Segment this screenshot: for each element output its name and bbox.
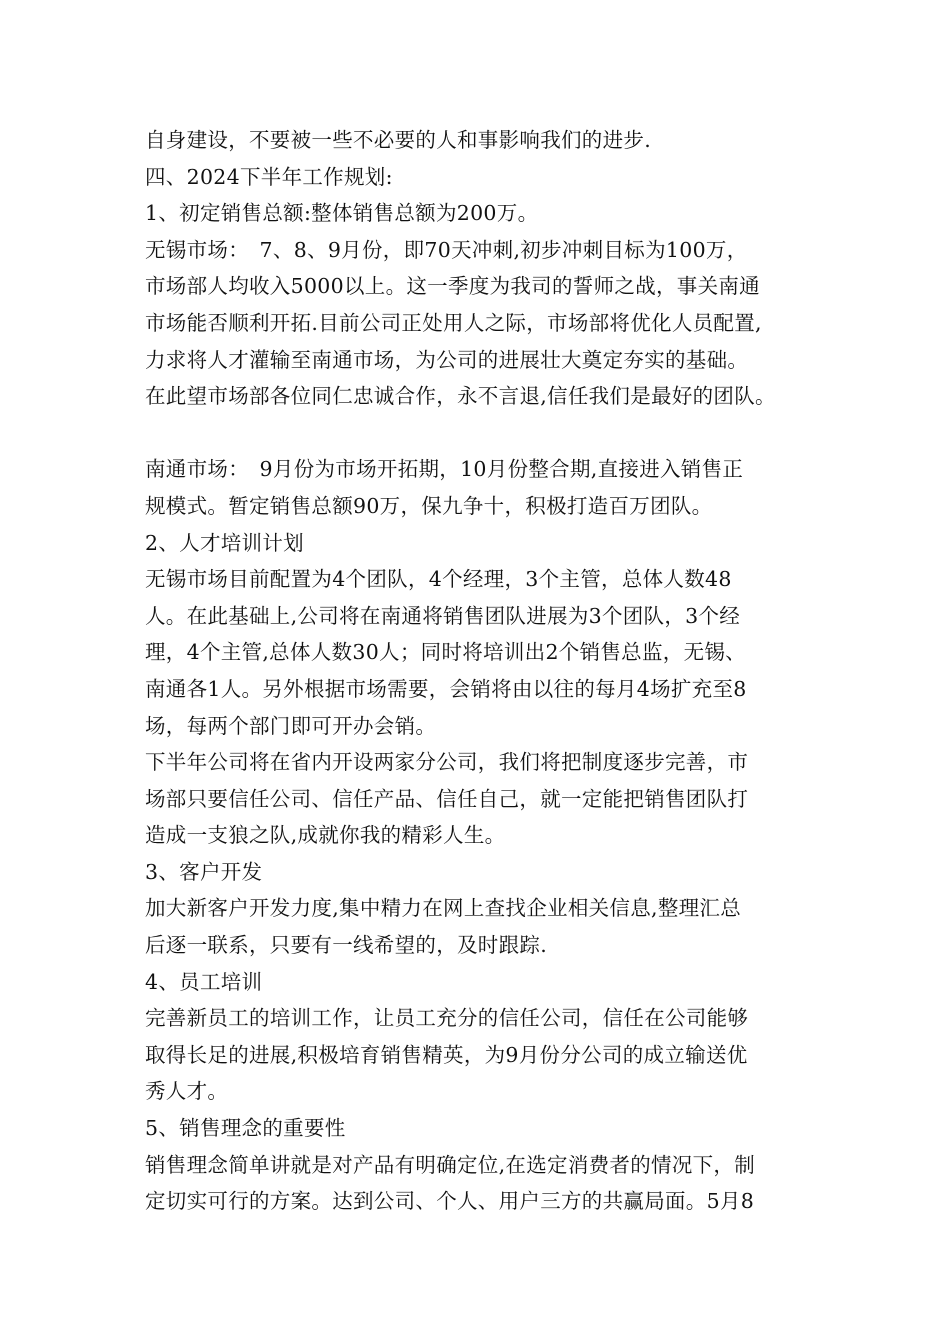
- section-heading: 四、2024下半年工作规划:: [145, 164, 393, 189]
- text-line: 后逐一联系，只要有一线希望的，及时跟踪.: [145, 933, 548, 958]
- text-line: 自身建设，不要被一些不必要的人和事影响我们的进步.: [145, 128, 652, 152]
- subsection-heading: 2、人才培训计划: [145, 530, 304, 555]
- blank-line: [145, 415, 845, 452]
- text-line: 人。在此基础上,公司将在南通将销售团队进展为3个团队，3个经: [145, 603, 741, 628]
- subsection-heading: 4、员工培训: [145, 969, 263, 994]
- subsection-heading: 5、销售理念的重要性: [145, 1116, 346, 1141]
- text-line: 下半年公司将在省内开设两家分公司，我们将把制度逐步完善，市: [145, 750, 749, 775]
- text-line: 在此望市场部各位同仁忠诚合作，永不言退,信任我们是最好的团队。: [145, 384, 776, 409]
- text-line: 完善新员工的培训工作，让员工充分的信任公司，信任在公司能够: [145, 1006, 749, 1031]
- text-line: 市场部人均收入5000以上。这一季度为我司的誓师之战，事关南通: [145, 274, 760, 299]
- text-line: 无锡市场目前配置为4个团队，4个经理，3个主管，总体人数48: [145, 567, 732, 592]
- text-line: 造成一支狼之队,成就你我的精彩人生。: [145, 823, 506, 848]
- text-line: 南通各1人。另外根据市场需要，会销将由以往的每月4场扩充至8: [145, 676, 747, 701]
- text-line: 市场能否顺利开拓.目前公司正处用人之际，市场部将优化人员配置,: [145, 310, 762, 335]
- text-line: 规模式。暂定销售总额90万，保九争十，积极打造百万团队。: [145, 493, 713, 518]
- text-line: 销售理念简单讲就是对产品有明确定位,在选定消费者的情况下，制: [145, 1152, 756, 1177]
- text-line: 加大新客户开发力度,集中精力在网上查找企业相关信息,整理汇总: [145, 896, 742, 921]
- text-line: 场，每两个部门即可开办会销。: [145, 713, 437, 738]
- document-body: [145, 122, 845, 1220]
- text-line: 取得长足的进展,积极培育销售精英，为9月份分公司的成立输送优: [145, 1042, 748, 1067]
- subsection-heading: 3、客户开发: [145, 859, 263, 884]
- text-line: 南通市场： 9月份为市场开拓期，10月份整合期,直接进入销售正: [145, 457, 744, 482]
- text-line: 力求将人才灌输至南通市场，为公司的进展壮大奠定夯实的基础。: [145, 347, 749, 372]
- subsection-heading: 1、初定销售总额:整体销售总额为200万。: [145, 201, 539, 226]
- text-line: 秀人才。: [145, 1079, 229, 1104]
- text-line: 无锡市场： 7、8、9月份，即70天冲刺,初步冲刺目标为100万，: [145, 237, 748, 262]
- text-line: 定切实可行的方案。达到公司、个人、用户三方的共赢局面。5月8: [145, 1189, 755, 1214]
- text-line: 场部只要信任公司、信任产品、信任自己，就一定能把销售团队打: [145, 786, 749, 811]
- text-line: 理，4个主管,总体人数30人；同时将培训出2个销售总监，无锡、: [145, 640, 746, 665]
